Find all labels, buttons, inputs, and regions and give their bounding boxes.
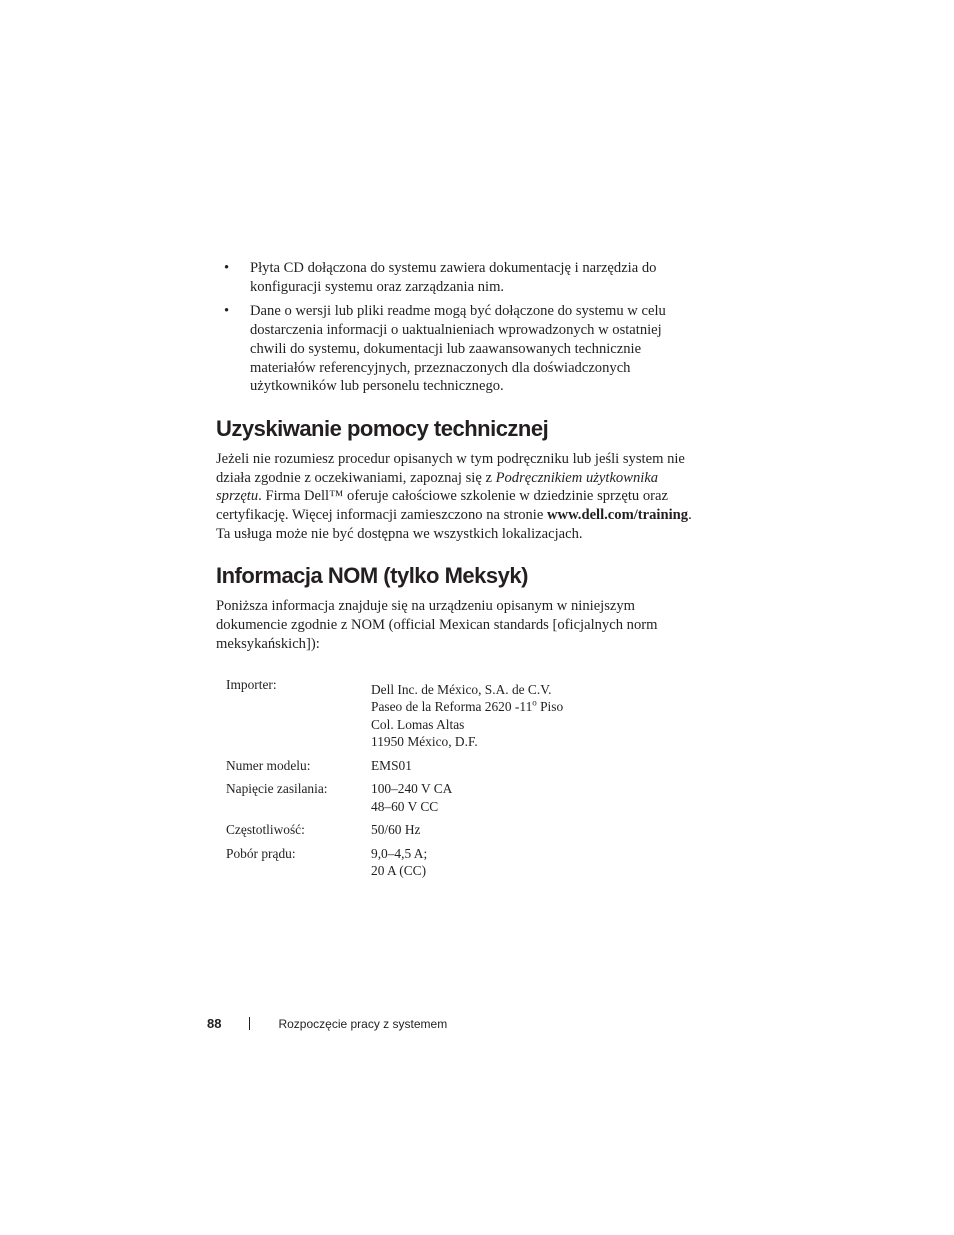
importer-label: Importer: xyxy=(226,676,277,692)
list-item-line: chwili do systemu, dokumentacji lub zaawansowanych technicznie xyxy=(250,340,642,357)
list-item-line: konfiguracji systemu oraz zarządzania nim. xyxy=(250,278,505,295)
footer-section-title: Rozpoczęcie pracy z systemem xyxy=(278,1016,448,1031)
list-item xyxy=(216,259,716,296)
page-content xyxy=(216,259,716,880)
bullet-icon: • xyxy=(224,260,230,276)
manual-title-emphasis: sprzętu xyxy=(216,488,259,505)
table-row xyxy=(226,839,563,880)
list-item xyxy=(216,302,716,396)
importer-line xyxy=(371,698,563,716)
page-footer xyxy=(207,1016,447,1031)
current-line: 9,0–4,5 A; xyxy=(371,845,428,861)
paragraph-line: dokumencie zgodnie z NOM (official Mexican standards [oficjalnych norm xyxy=(216,617,658,634)
current-line: 20 A (CC) xyxy=(371,863,427,879)
technical-help-paragraph xyxy=(216,450,716,544)
model-label: Numer modelu: xyxy=(226,757,311,773)
table-row xyxy=(226,774,563,815)
frequency-label: Częstotliwość: xyxy=(226,822,305,838)
paragraph-text: . Firma Dell™ oferuje całościowe szkolenie w dziedzinie sprzętu oraz xyxy=(258,488,668,505)
importer-line: Dell Inc. de México, S.A. de C.V. xyxy=(371,681,552,697)
voltage-line: 100–240 V CA xyxy=(371,781,453,797)
importer-value xyxy=(371,676,563,751)
importer-line: 11950 México, D.F. xyxy=(371,734,478,750)
superscript: o xyxy=(532,697,537,708)
list-item-line: materiałów referencyjnych, przeznaczonych dla doświadczonych xyxy=(250,359,631,376)
list-item-line: dostarczenia informacji o uaktualnieniach wprowadzonych w ostatniej xyxy=(250,322,662,339)
voltage-line: 48–60 V CC xyxy=(371,798,439,814)
list-item-line: użytkowników lub personelu technicznego. xyxy=(250,378,504,395)
nom-paragraph xyxy=(216,597,716,653)
section-heading-technical-help: Uzyskiwanie pomocy technicznej xyxy=(216,415,549,441)
paragraph-text: . xyxy=(688,507,692,524)
bullet-icon: • xyxy=(224,303,230,320)
voltage-label: Napięcie zasilania: xyxy=(226,781,328,797)
page-number: 88 xyxy=(207,1016,222,1031)
training-url-link[interactable]: www.dell.com/training xyxy=(547,507,689,524)
frequency-value: 50/60 Hz xyxy=(371,822,421,838)
model-value: EMS01 xyxy=(371,757,412,773)
importer-text: Paseo de la Reforma 2620 -11 xyxy=(371,699,533,715)
table-row xyxy=(226,815,563,839)
paragraph-line: Ta usługa może nie być dostępna we wszystkich lokalizacjach. xyxy=(216,525,583,542)
paragraph-text: działa zgodnie z oczekiwaniami, zapoznaj się z xyxy=(216,469,496,486)
paragraph-text: certyfikację. Więcej informacji zamieszczono na stronie xyxy=(216,507,547,524)
paragraph-line: Poniższa informacja znajduje się na urządzeniu opisanym w niniejszym xyxy=(216,598,636,615)
table-row xyxy=(226,751,563,775)
importer-line: Col. Lomas Altas xyxy=(371,716,465,732)
voltage-value xyxy=(371,774,563,815)
list-item-line: Płyta CD dołączona do systemu zawiera dokumentację i narzędzia do xyxy=(250,260,657,276)
footer-divider xyxy=(249,1017,250,1030)
manual-title-emphasis: Podręcznikiem użytkownika xyxy=(495,469,659,486)
current-label: Pobór prądu: xyxy=(226,845,296,861)
table-row xyxy=(226,676,563,751)
list-item-line: Dane o wersji lub pliki readme mogą być dołączone do systemu w celu xyxy=(250,303,666,320)
bullet-list xyxy=(216,259,716,396)
importer-text: Piso xyxy=(536,699,564,715)
section-heading-nom: Informacja NOM (tylko Meksyk) xyxy=(216,563,528,589)
paragraph-line: meksykańskich]): xyxy=(216,635,320,652)
nom-spec-table xyxy=(226,676,563,880)
current-value xyxy=(371,839,563,880)
paragraph-line: Jeżeli nie rozumiesz procedur opisanych w tym podręczniku lub jeśli system nie xyxy=(216,450,685,467)
